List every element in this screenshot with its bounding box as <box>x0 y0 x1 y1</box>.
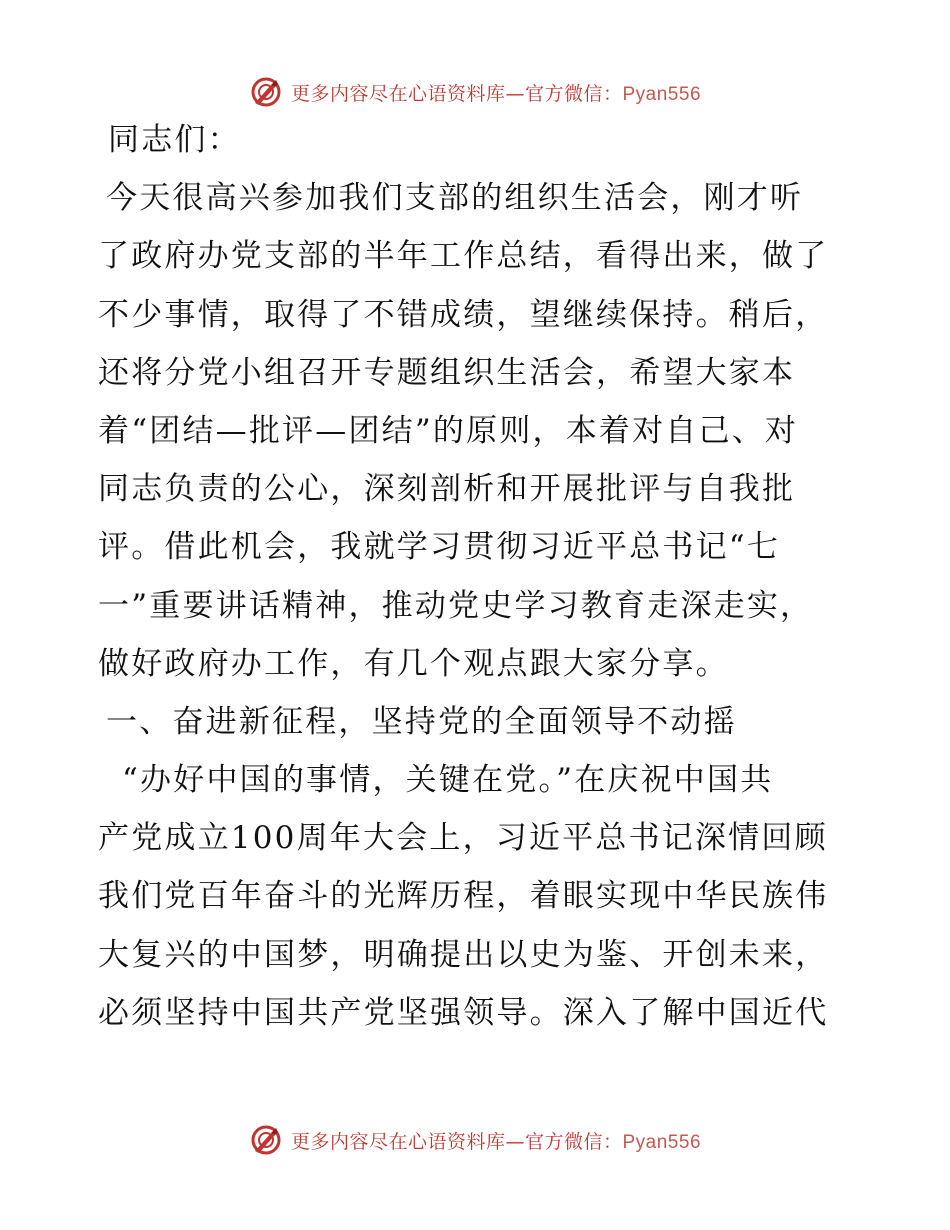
header-banner <box>0 72 950 112</box>
salutation: 同志们： <box>108 122 241 158</box>
paragraph-line: 还将分党小组召开专题组织生活会，希望大家本 <box>98 354 796 391</box>
paragraph-line: 不少事情，取得了不错成绩，望继续保持。稍后， <box>98 296 829 333</box>
pen-circle-logo-icon <box>249 1123 283 1157</box>
pen-circle-logo-icon <box>249 75 283 109</box>
header-banner-sep: — <box>505 82 525 105</box>
header-banner-wechat: 官方微信： <box>524 82 623 105</box>
header-banner-text <box>291 79 701 106</box>
paragraph-line: 今天很高兴参加我们支部的组织生活会，刚才听 <box>106 180 804 217</box>
document-body <box>98 120 848 1051</box>
paragraph-line: 必须坚持中国共产党坚强领导。深入了解中国近代 <box>98 994 829 1031</box>
paragraph-line: 了政府办党支部的半年工作总结，看得出来，做了 <box>98 238 829 275</box>
header-banner-handle: Pyan556 <box>622 83 702 105</box>
paragraph-line: 产党成立100周年大会上，习近平总书记深情回顾 <box>98 820 828 857</box>
paragraph-line: 着“团结—批评—团结”的原则，本着对自己、对 <box>98 412 799 449</box>
footer-banner-main: 更多内容尽在心语资料库 <box>290 1130 506 1153</box>
paragraph-line: “办好中国的事情，关键在党。”在庆祝中国共 <box>122 762 774 799</box>
footer-banner-handle: Pyan556 <box>622 1131 702 1153</box>
footer-banner <box>0 1120 950 1160</box>
footer-banner-sep: — <box>505 1130 525 1153</box>
paragraph-line: 我们党百年奋斗的光辉历程，着眼实现中华民族伟 <box>98 878 829 915</box>
footer-banner-wechat: 官方微信： <box>524 1130 623 1153</box>
paragraph-line: 一”重要讲话精神，推动党史学习教育走深走实， <box>98 587 814 624</box>
header-banner-main: 更多内容尽在心语资料库 <box>290 82 506 105</box>
footer-banner-text <box>291 1127 701 1154</box>
paragraph-line: 大复兴的中国梦，明确提出以史为鉴、开创未来， <box>98 936 829 973</box>
paragraph-line: 做好政府办工作，有几个观点跟大家分享。 <box>98 645 729 682</box>
paragraph-line: 同志负责的公心，深刻剖析和开展批评与自我批 <box>98 471 796 508</box>
section-heading: 一、奋进新征程，坚持党的全面领导不动摇 <box>106 703 737 740</box>
paragraph-line: 评。借此机会，我就学习贯彻习近平总书记“七 <box>98 529 781 566</box>
